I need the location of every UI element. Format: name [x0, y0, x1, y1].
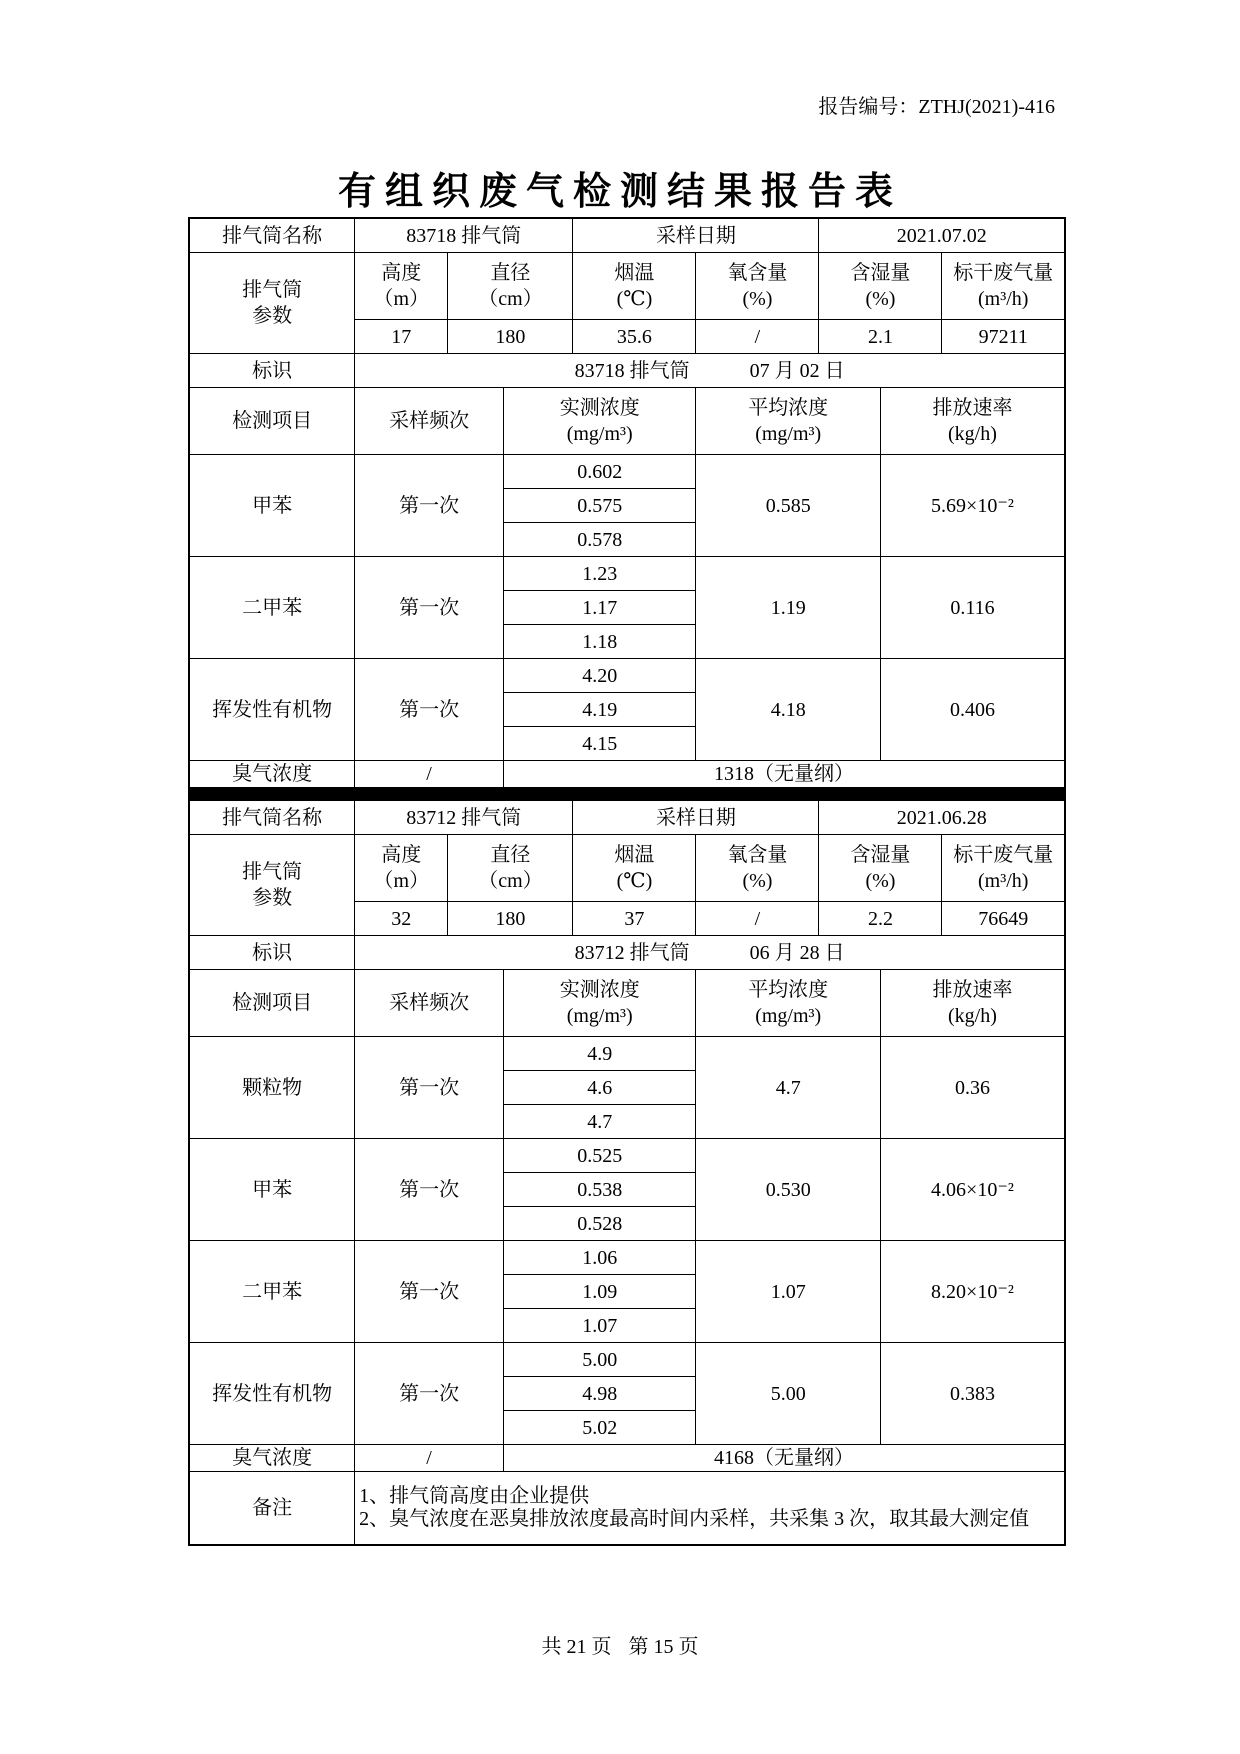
measured-value: 4.20 — [503, 659, 695, 693]
header-text: 含湿量 — [850, 262, 911, 284]
avg-value: 5.00 — [696, 1343, 881, 1445]
item-freq: 第一次 — [355, 455, 504, 557]
measured-value: 0.525 — [503, 1139, 695, 1173]
freq-header: 采样频次 — [355, 970, 504, 1037]
measured-value: 4.7 — [503, 1105, 695, 1139]
measured-header — [503, 388, 695, 455]
item-header-row — [189, 388, 1065, 455]
header-text: 标干废气量 — [953, 844, 1054, 866]
height-header — [355, 835, 448, 902]
remark-line: 2、臭气浓度在恶臭排放浓度最高时间内采样，共采集 3 次，取其最大测定值 — [359, 1508, 1030, 1530]
measured-value: 1.06 — [503, 1241, 695, 1275]
header-text: 高度 — [381, 262, 422, 284]
header-text: 直径 — [490, 262, 531, 284]
measured-value: 4.9 — [503, 1037, 695, 1071]
temp-value: 37 — [573, 902, 696, 936]
temp-header — [573, 253, 696, 320]
odor-freq: / — [355, 761, 504, 788]
header-unit: (%) — [865, 288, 896, 310]
mark-label: 标识 — [189, 354, 355, 388]
header-unit: (%) — [865, 870, 896, 892]
item-name: 挥发性有机物 — [189, 659, 355, 761]
item-name: 挥发性有机物 — [189, 1343, 355, 1445]
item-row — [189, 659, 1065, 693]
mark-label: 标识 — [189, 936, 355, 970]
header-text: 平均浓度 — [748, 979, 829, 1001]
header-unit: (%) — [742, 288, 773, 310]
sample-date-label: 采样日期 — [573, 218, 819, 253]
header-unit: 参数 — [252, 305, 293, 327]
item-name: 甲苯 — [189, 1139, 355, 1241]
stack-param-label — [189, 835, 355, 936]
measured-value: 5.02 — [503, 1411, 695, 1445]
item-row — [189, 1139, 1065, 1173]
mark-row — [189, 354, 1065, 388]
remarks-label: 备注 — [189, 1472, 355, 1546]
sample-date-value: 2021.07.02 — [819, 218, 1065, 253]
header-unit: 参数 — [252, 887, 293, 909]
item-header: 检测项目 — [189, 970, 355, 1037]
page-footer — [0, 1630, 1240, 1659]
avg-value: 1.19 — [696, 557, 881, 659]
header-text: 氧含量 — [727, 844, 788, 866]
item-freq: 第一次 — [355, 1241, 504, 1343]
header-unit: (m³/h) — [977, 870, 1029, 892]
stack-name-row — [189, 801, 1065, 835]
rate-header — [880, 970, 1065, 1037]
page-current: 第 15 页 — [628, 1636, 699, 1658]
header-text: 烟温 — [614, 844, 655, 866]
header-text: 平均浓度 — [748, 397, 829, 419]
page-title: 有组织废气检测结果报告表 — [337, 171, 902, 213]
oxygen-header — [696, 253, 819, 320]
stack-name-label: 排气筒名称 — [189, 218, 355, 253]
measured-value: 0.578 — [503, 523, 695, 557]
param-header-row — [189, 253, 1065, 320]
measured-value: 5.00 — [503, 1343, 695, 1377]
stack-param-label — [189, 253, 355, 354]
param-header-row — [189, 835, 1065, 902]
measured-value: 0.575 — [503, 489, 695, 523]
header-text: 直径 — [490, 844, 531, 866]
moisture-value: 2.2 — [819, 902, 942, 936]
header-text: 烟温 — [614, 262, 655, 284]
odor-row — [189, 1445, 1065, 1472]
diameter-value: 180 — [448, 320, 573, 354]
header-unit: (mg/m³) — [566, 1005, 633, 1027]
measured-value: 1.23 — [503, 557, 695, 591]
avg-value: 4.18 — [696, 659, 881, 761]
header-text: 排气筒 — [242, 279, 303, 301]
oxygen-value: / — [696, 320, 819, 354]
avg-header — [696, 388, 881, 455]
rate-value: 8.20×10⁻² — [880, 1241, 1065, 1343]
flow-value: 76649 — [942, 902, 1065, 936]
measured-value: 0.538 — [503, 1173, 695, 1207]
stack-name-label: 排气筒名称 — [189, 801, 355, 835]
item-name: 颗粒物 — [189, 1037, 355, 1139]
sample-date-label: 采样日期 — [573, 801, 819, 835]
remarks-text — [355, 1472, 1065, 1546]
rate-value: 0.36 — [880, 1037, 1065, 1139]
item-freq: 第一次 — [355, 1343, 504, 1445]
header-text: 实测浓度 — [559, 397, 640, 419]
flow-value: 97211 — [942, 320, 1065, 354]
temp-value: 35.6 — [573, 320, 696, 354]
section-separator — [189, 788, 1065, 801]
item-row — [189, 1241, 1065, 1275]
page-total: 共 21 页 — [541, 1636, 612, 1658]
remark-line: 1、排气筒高度由企业提供 — [359, 1485, 590, 1507]
odor-freq: / — [355, 1445, 504, 1472]
mark-value: 83718 排气筒 07 月 02 日 — [355, 354, 1065, 388]
stack-name-value: 83718 排气筒 — [355, 218, 573, 253]
item-name: 甲苯 — [189, 455, 355, 557]
item-row — [189, 455, 1065, 489]
result-sheet — [188, 217, 1066, 1546]
header-text: 氧含量 — [727, 262, 788, 284]
height-value: 32 — [355, 902, 448, 936]
report-number: 报告编号：ZTHJ(2021)-416 — [818, 96, 1055, 118]
flow-header — [942, 253, 1065, 320]
result-table — [188, 217, 1066, 1546]
measured-value: 4.15 — [503, 727, 695, 761]
header-text: 排气筒 — [242, 861, 303, 883]
measured-value: 4.98 — [503, 1377, 695, 1411]
header-unit: (℃) — [616, 870, 653, 892]
header-unit: (kg/h) — [948, 423, 997, 445]
sample-date-value: 2021.06.28 — [819, 801, 1065, 835]
mark-value: 83712 排气筒 06 月 28 日 — [355, 936, 1065, 970]
header-unit: (m³/h) — [977, 288, 1029, 310]
height-value: 17 — [355, 320, 448, 354]
flow-header — [942, 835, 1065, 902]
measured-header — [503, 970, 695, 1037]
measured-value: 4.19 — [503, 693, 695, 727]
header-text: 含湿量 — [850, 844, 911, 866]
temp-header — [573, 835, 696, 902]
item-freq: 第一次 — [355, 659, 504, 761]
item-freq: 第一次 — [355, 557, 504, 659]
item-freq: 第一次 — [355, 1139, 504, 1241]
moisture-header — [819, 835, 942, 902]
diameter-value: 180 — [448, 902, 573, 936]
rate-value: 0.406 — [880, 659, 1065, 761]
diameter-header — [448, 253, 573, 320]
avg-value: 0.585 — [696, 455, 881, 557]
rate-value: 4.06×10⁻² — [880, 1139, 1065, 1241]
rate-value: 0.383 — [880, 1343, 1065, 1445]
odor-label: 臭气浓度 — [189, 761, 355, 788]
header-unit: (mg/m³) — [755, 423, 822, 445]
header-text: 高度 — [381, 844, 422, 866]
measured-value: 1.09 — [503, 1275, 695, 1309]
measured-value: 1.17 — [503, 591, 695, 625]
header-unit: （m） — [373, 870, 430, 892]
measured-value: 0.602 — [503, 455, 695, 489]
freq-header: 采样频次 — [355, 388, 504, 455]
section-divider — [189, 788, 1065, 801]
odor-value: 4168（无量纲） — [503, 1445, 1065, 1472]
item-row — [189, 1037, 1065, 1071]
rate-header — [880, 388, 1065, 455]
rate-value: 5.69×10⁻² — [880, 455, 1065, 557]
header-text: 实测浓度 — [559, 979, 640, 1001]
height-header — [355, 253, 448, 320]
diameter-header — [448, 835, 573, 902]
measured-value: 0.528 — [503, 1207, 695, 1241]
header-unit: （cm） — [478, 870, 543, 892]
mark-row — [189, 936, 1065, 970]
item-header-row — [189, 970, 1065, 1037]
header-unit: (kg/h) — [948, 1005, 997, 1027]
measured-value: 4.6 — [503, 1071, 695, 1105]
avg-value: 0.530 — [696, 1139, 881, 1241]
header-text: 排放速率 — [932, 397, 1013, 419]
item-row — [189, 1343, 1065, 1377]
item-header: 检测项目 — [189, 388, 355, 455]
measured-value: 1.07 — [503, 1309, 695, 1343]
avg-header — [696, 970, 881, 1037]
stack-name-row — [189, 218, 1065, 253]
item-freq: 第一次 — [355, 1037, 504, 1139]
odor-label: 臭气浓度 — [189, 1445, 355, 1472]
header-unit: (mg/m³) — [566, 423, 633, 445]
item-row — [189, 557, 1065, 591]
header-unit: (℃) — [616, 288, 653, 310]
remarks-row — [189, 1472, 1065, 1546]
oxygen-value: / — [696, 902, 819, 936]
moisture-value: 2.1 — [819, 320, 942, 354]
avg-value: 4.7 — [696, 1037, 881, 1139]
oxygen-header — [696, 835, 819, 902]
item-name: 二甲苯 — [189, 557, 355, 659]
rate-value: 0.116 — [880, 557, 1065, 659]
odor-row — [189, 761, 1065, 788]
header-unit: (mg/m³) — [755, 1005, 822, 1027]
measured-value: 1.18 — [503, 625, 695, 659]
stack-name-value: 83712 排气筒 — [355, 801, 573, 835]
moisture-header — [819, 253, 942, 320]
header-text: 标干废气量 — [953, 262, 1054, 284]
item-name: 二甲苯 — [189, 1241, 355, 1343]
avg-value: 1.07 — [696, 1241, 881, 1343]
header-unit: （m） — [373, 288, 430, 310]
header-unit: （cm） — [478, 288, 543, 310]
header-unit: (%) — [742, 870, 773, 892]
header-text: 排放速率 — [932, 979, 1013, 1001]
odor-value: 1318（无量纲） — [503, 761, 1065, 788]
